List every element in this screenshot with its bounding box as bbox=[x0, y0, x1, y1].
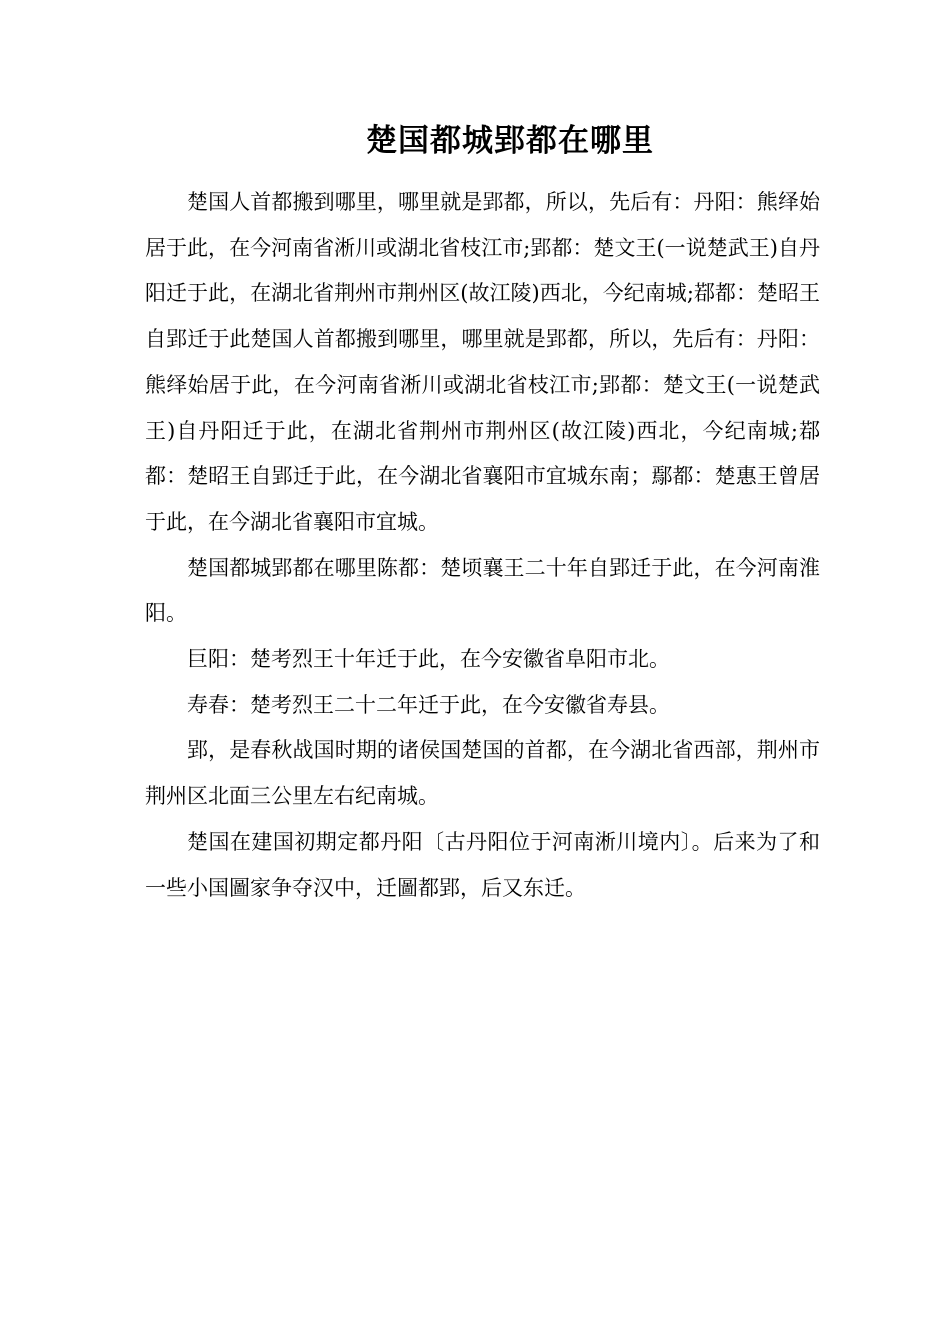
paragraph-5: 郢，是春秋战国时期的诸侯国楚国的首都，在今湖北省西部，荆州市荆州区北面三公里左右纪南城。 bbox=[145, 738, 820, 809]
paragraph-2: 楚国都城郢都在哪里陈都：楚顷襄王二十年自郢迁于此，在今河南淮阳。 bbox=[145, 555, 820, 626]
document-body bbox=[145, 180, 820, 911]
document-title: 楚国都城郢都在哪里 bbox=[366, 123, 654, 159]
paragraph-1: 楚国人首都搬到哪里，哪里就是郢都，所以，先后有：丹阳：熊绎始居于此，在今河南省淅川或湖北省枝江市;郢都：楚文王(一说楚武王)自丹阳迁于此，在湖北省荆州市荆州区(故江陵)西北，今纪南城;鄀都：楚昭王自郢迁于此楚国人首都搬到哪里，哪里就是郢都，所以，先后有：丹阳：熊绎始居于此，在今河南省淅川或湖北省枝江市;郢都：楚文王(一说楚武王)自丹阳迁于此，在湖北省荆州市荆州区(故江陵)西北，今纪南城;鄀都：楚昭王自郢迁于此，在今湖北省襄阳市宜城东南；鄢都：楚惠王曾居于此，在今湖北省襄阳市宜城。 bbox=[145, 190, 820, 534]
paragraph-4: 寿春：楚考烈王二十二年迁于此，在今安徽省寿县。 bbox=[187, 692, 670, 717]
paragraph-6: 楚国在建国初期定都丹阳〔古丹阳位于河南淅川境内〕。后来为了和一些小国圖家争夺汉中，迁圖都郢，后又东迁。 bbox=[145, 829, 820, 900]
paragraph-3: 巨阳：楚考烈王十年迁于此，在今安徽省阜阳市北。 bbox=[187, 647, 670, 672]
